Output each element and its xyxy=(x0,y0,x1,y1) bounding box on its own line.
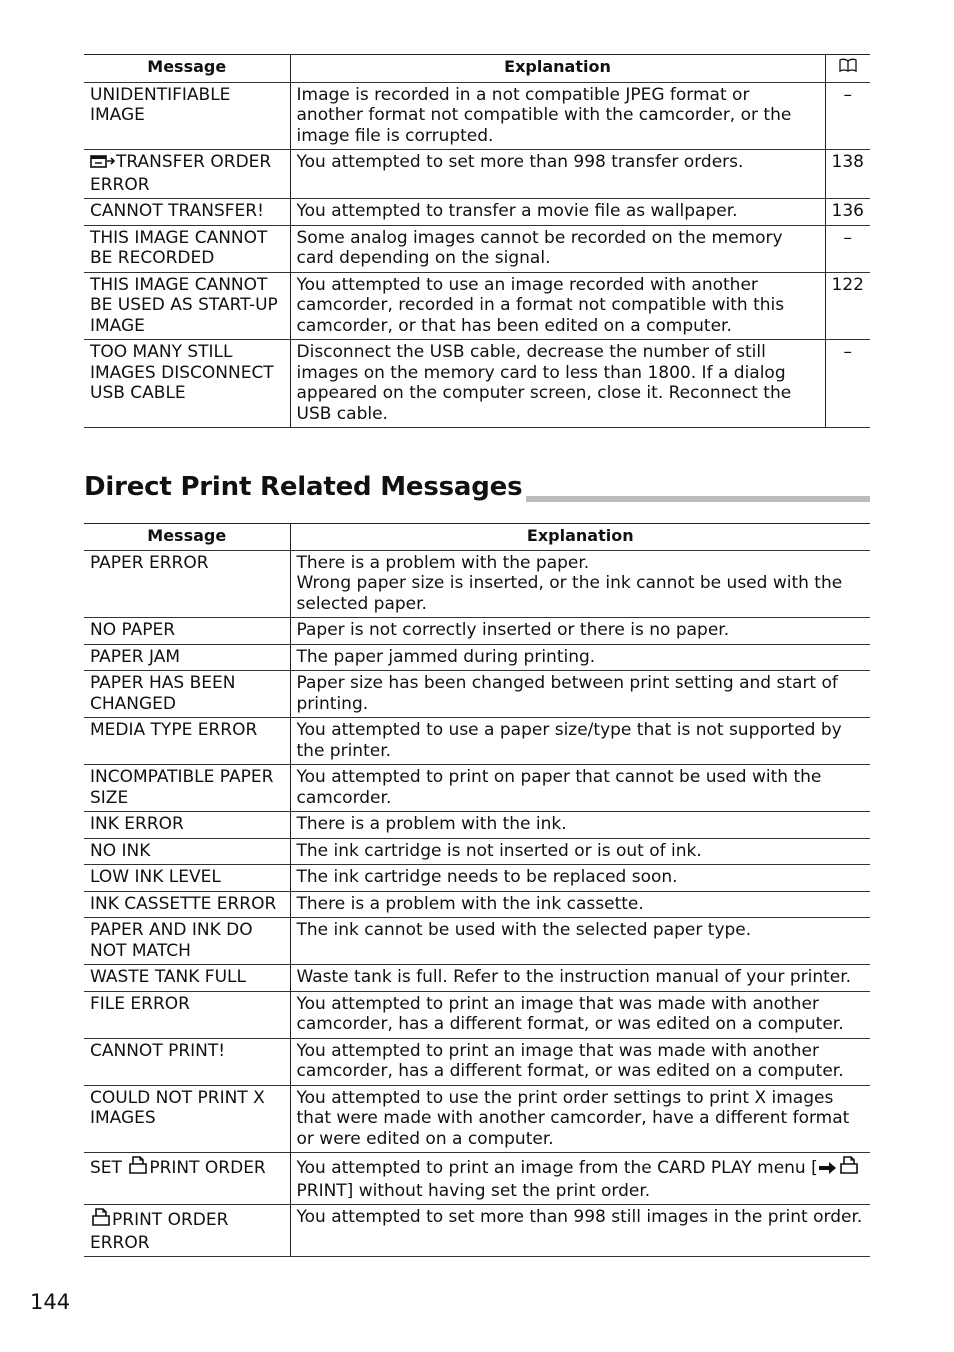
explanation-cell xyxy=(290,550,870,618)
print-order-icon xyxy=(127,1155,149,1181)
message-cell: CANNOT PRINT! xyxy=(84,1038,290,1085)
page-ref-cell: 138 xyxy=(831,152,864,172)
error-messages-table xyxy=(84,54,870,428)
table-row xyxy=(84,1038,870,1085)
explanation-cell: You attempted to set more than 998 transfer orders. xyxy=(290,150,825,199)
message-cell: NO PAPER xyxy=(84,618,290,645)
explanation-cell: The ink cartridge needs to be replaced soon. xyxy=(296,867,678,887)
table-row xyxy=(84,199,870,226)
explanation-cell: You attempted to print on paper that cannot be used with the camcorder. xyxy=(296,767,822,808)
message-cell xyxy=(84,1153,290,1205)
explanation-column-header: Explanation xyxy=(290,524,870,551)
page-ref-cell: 136 xyxy=(831,201,864,221)
message-text: TRANSFER ORDER ERROR xyxy=(90,152,272,195)
message-cell: INK CASSETTE ERROR xyxy=(84,891,290,918)
table-header-row xyxy=(84,55,870,83)
message-cell: PAPER AND INK DO NOT MATCH xyxy=(84,918,290,965)
message-cell xyxy=(84,1205,290,1257)
explanation-cell: You attempted to use the print order settings to print X images that were made with another camcorder, have a different format or were edited on a computer. xyxy=(296,1087,850,1149)
section-heading xyxy=(84,472,870,508)
table-row xyxy=(84,918,870,965)
arrow-right-icon xyxy=(818,1160,838,1181)
table-row xyxy=(84,865,870,892)
table-row xyxy=(84,965,870,992)
table-row xyxy=(84,1153,870,1205)
explanation-cell: Waste tank is full. Refer to the instruction manual of your printer. xyxy=(296,967,852,987)
transfer-order-icon xyxy=(90,153,116,175)
table-row xyxy=(84,550,870,618)
explanation-line: There is a problem with the paper. xyxy=(296,552,590,573)
table-row xyxy=(84,838,870,865)
message-cell: THIS IMAGE CANNOT BE RECORDED xyxy=(84,225,290,272)
explanation-cell: Some analog images cannot be recorded on the memory card depending on the signal. xyxy=(290,225,825,272)
explanation-cell: Image is recorded in a not compatible JPEG format or another format not compatible with the camcorder, or the image file is corrupted. xyxy=(290,82,825,150)
table-row xyxy=(84,225,870,272)
table-row xyxy=(84,644,870,671)
message-cell xyxy=(84,150,290,199)
table-row xyxy=(84,618,870,645)
message-cell: UNIDENTIFIABLE IMAGE xyxy=(84,82,290,150)
message-cell: CANNOT TRANSFER! xyxy=(84,199,290,226)
message-cell: NO INK xyxy=(84,838,290,865)
explanation-cell: The paper jammed during printing. xyxy=(296,646,596,667)
table-row xyxy=(84,272,870,340)
message-text: PRINT ORDER xyxy=(149,1158,266,1178)
message-column-header: Message xyxy=(84,55,290,83)
page-ref-cell: – xyxy=(843,84,852,105)
section-title: Direct Print Related Messages xyxy=(84,472,526,502)
message-column-header: Message xyxy=(84,524,290,551)
explanation-cell: You attempted to use an image recorded with another camcorder, recorded in a format not compatible with this camcorder, or that has been edited on a computer. xyxy=(290,272,825,340)
explanation-cell: The ink cannot be used with the selected paper type. xyxy=(296,920,752,940)
table-row xyxy=(84,671,870,718)
table-row xyxy=(84,1205,870,1257)
table-row xyxy=(84,82,870,150)
message-cell: INCOMPATIBLE PAPER SIZE xyxy=(84,765,290,812)
message-text: PRINT ORDER ERROR xyxy=(90,1210,229,1253)
message-cell: FILE ERROR xyxy=(84,991,290,1038)
message-prefix: SET xyxy=(90,1158,122,1178)
table-row xyxy=(84,765,870,812)
table-row xyxy=(84,991,870,1038)
book-icon xyxy=(825,55,870,83)
message-cell: INK ERROR xyxy=(84,812,290,839)
page-ref-cell: – xyxy=(843,227,852,248)
message-cell: LOW INK LEVEL xyxy=(84,865,290,892)
explanation-text: PRINT] without having set the print order. xyxy=(296,1180,651,1201)
table-row xyxy=(84,1085,870,1153)
explanation-cell: There is a problem with the ink cassette. xyxy=(296,893,644,914)
explanation-cell: You attempted to set more than 998 still images in the print order. xyxy=(296,1207,863,1227)
message-cell: THIS IMAGE CANNOT BE USED AS START-UP IMAGE xyxy=(84,272,290,340)
explanation-column-header: Explanation xyxy=(290,55,825,83)
message-cell: PAPER HAS BEEN CHANGED xyxy=(84,671,290,718)
page-ref-cell: 122 xyxy=(831,274,864,295)
message-cell: MEDIA TYPE ERROR xyxy=(84,718,290,765)
explanation-cell: Paper size has been changed between print setting and start of printing. xyxy=(296,673,838,714)
table-row xyxy=(84,340,870,428)
table-row xyxy=(84,891,870,918)
explanation-cell: Paper is not correctly inserted or there is no paper. xyxy=(296,620,730,640)
explanation-cell: You attempted to use a paper size/type that is not supported by the printer. xyxy=(296,720,842,761)
direct-print-messages-table xyxy=(84,523,870,1257)
message-cell: PAPER ERROR xyxy=(84,550,290,618)
explanation-cell xyxy=(290,1153,870,1205)
message-cell: COULD NOT PRINT X IMAGES xyxy=(84,1085,290,1153)
explanation-cell: The ink cartridge is not inserted or is out of ink. xyxy=(296,840,702,861)
message-cell: WASTE TANK FULL xyxy=(84,965,290,992)
explanation-cell: There is a problem with the ink. xyxy=(296,814,567,834)
message-cell: TOO MANY STILL IMAGES DISCONNECT USB CABLE xyxy=(84,340,290,428)
explanation-cell: You attempted to transfer a movie file as wallpaper. xyxy=(290,199,825,226)
page-number: 144 xyxy=(30,1290,71,1314)
explanation-cell: You attempted to print an image that was made with another camcorder, has a different format, or was edited on a computer. xyxy=(296,993,844,1034)
table-row xyxy=(84,812,870,839)
table-header-row xyxy=(84,524,870,551)
explanation-line: Wrong paper size is inserted, or the ink cannot be used with the selected paper. xyxy=(296,573,843,614)
table-row xyxy=(84,718,870,765)
table-row xyxy=(84,150,870,199)
explanation-cell: Disconnect the USB cable, decrease the number of still images on the memory card to less than 1800. If a dialog appeared on the computer screen, close it. Reconnect the USB cable. xyxy=(290,340,825,428)
explanation-prefix: You attempted to print an image from the CARD PLAY menu [ xyxy=(296,1158,818,1178)
print-order-icon xyxy=(90,1207,112,1233)
message-cell: PAPER JAM xyxy=(84,644,290,671)
explanation-cell: You attempted to print an image that was made with another camcorder, has a different format, or was edited on a computer. xyxy=(296,1040,844,1081)
page-ref-cell: – xyxy=(843,342,852,362)
print-order-icon xyxy=(838,1155,860,1181)
